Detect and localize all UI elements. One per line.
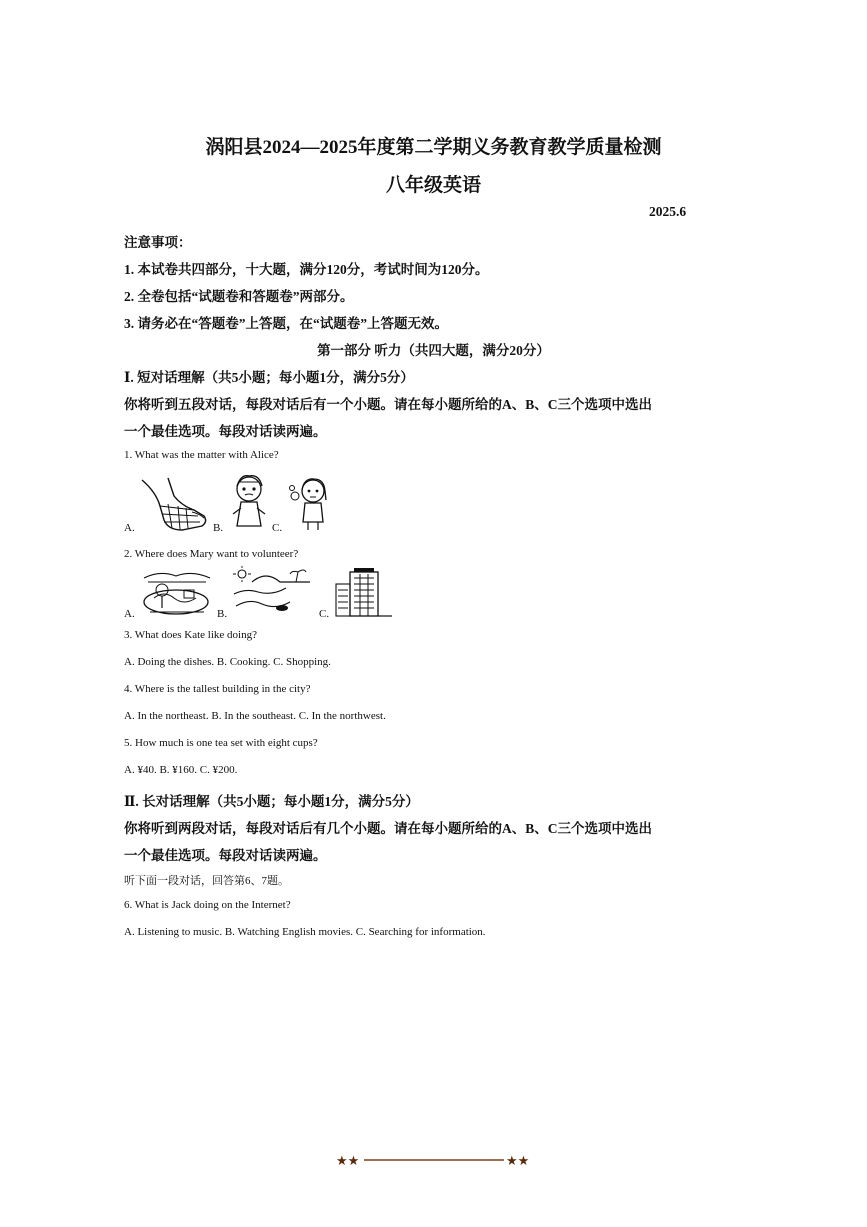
notice-item-2: 2. 全卷包括“试题卷和答题卷”两部分。 [124, 289, 354, 304]
q1-label-b: B. [213, 522, 224, 534]
notice-item-1: 1. 本试卷共四部分，十大题，满分120分，考试时间为120分。 [124, 262, 489, 277]
q2-label-c: C. [319, 608, 330, 620]
question-1: 1. What was the matter with Alice? [124, 449, 279, 461]
office-building-image [334, 566, 394, 618]
part1-heading: 第一部分 听力（共四大题，满分20分） [317, 343, 550, 358]
q1-label-c: C. [272, 522, 283, 534]
question-3: 3. What does Kate like doing? [124, 629, 257, 641]
park-image [140, 568, 214, 618]
section1-heading: Ⅰ. 短对话理解（共5小题；每小题1分，满分5分） [124, 370, 414, 385]
star-icon: ★★ [506, 1154, 530, 1168]
q2-label-a: A. [124, 608, 135, 620]
question-2: 2. Where does Mary want to volunteer? [124, 548, 299, 560]
girl-cough-image [288, 476, 338, 532]
section2-instruction-2: 一个最佳选项。每段对话读两遍。 [124, 848, 327, 863]
beach-image [232, 566, 312, 618]
section1-instruction-1: 你将听到五段对话，每段对话后有一个小题。请在每小题所给的A、B、C三个选项中选出 [124, 397, 653, 412]
girl-headache-image [229, 472, 269, 532]
question-5: 5. How much is one tea set with eight cups? [124, 737, 318, 749]
exam-title: 涡阳县2024—2025年度第二学期义务教育教学质量检测 [205, 137, 662, 158]
injured-foot-image [138, 476, 210, 534]
question-3-options: A. Doing the dishes. B. Cooking. C. Shopping. [124, 656, 331, 668]
section2-heading: Ⅱ. 长对话理解（共5小题；每小题1分，满分5分） [124, 794, 419, 809]
footer-ornament [336, 1152, 532, 1168]
star-icon: ★★ [336, 1154, 360, 1168]
question-4: 4. Where is the tallest building in the city? [124, 683, 311, 695]
notice-item-3: 3. 请务必在“答题卷”上答题，在“试题卷”上答题无效。 [124, 316, 448, 331]
section2-note: 听下面一段对话，回答第6、7题。 [124, 875, 289, 887]
question-4-options: A. In the northeast. B. In the southeast. C. In the northwest. [124, 710, 386, 722]
q2-label-b: B. [217, 608, 228, 620]
notice-heading: 注意事项： [124, 235, 192, 250]
exam-date: 2025.6 [649, 204, 687, 219]
q1-label-a: A. [124, 522, 135, 534]
question-6: 6. What is Jack doing on the Internet? [124, 899, 291, 911]
section1-instruction-2: 一个最佳选项。每段对话读两遍。 [124, 424, 327, 439]
question-5-options: A. ¥40. B. ¥160. C. ¥200. [124, 764, 238, 776]
question-6-options: A. Listening to music. B. Watching English movies. C. Searching for information. [124, 926, 486, 938]
exam-subtitle: 八年级英语 [385, 175, 481, 196]
section2-instruction-1: 你将听到两段对话，每段对话后有几个小题。请在每小题所给的A、B、C三个选项中选出 [124, 821, 653, 836]
